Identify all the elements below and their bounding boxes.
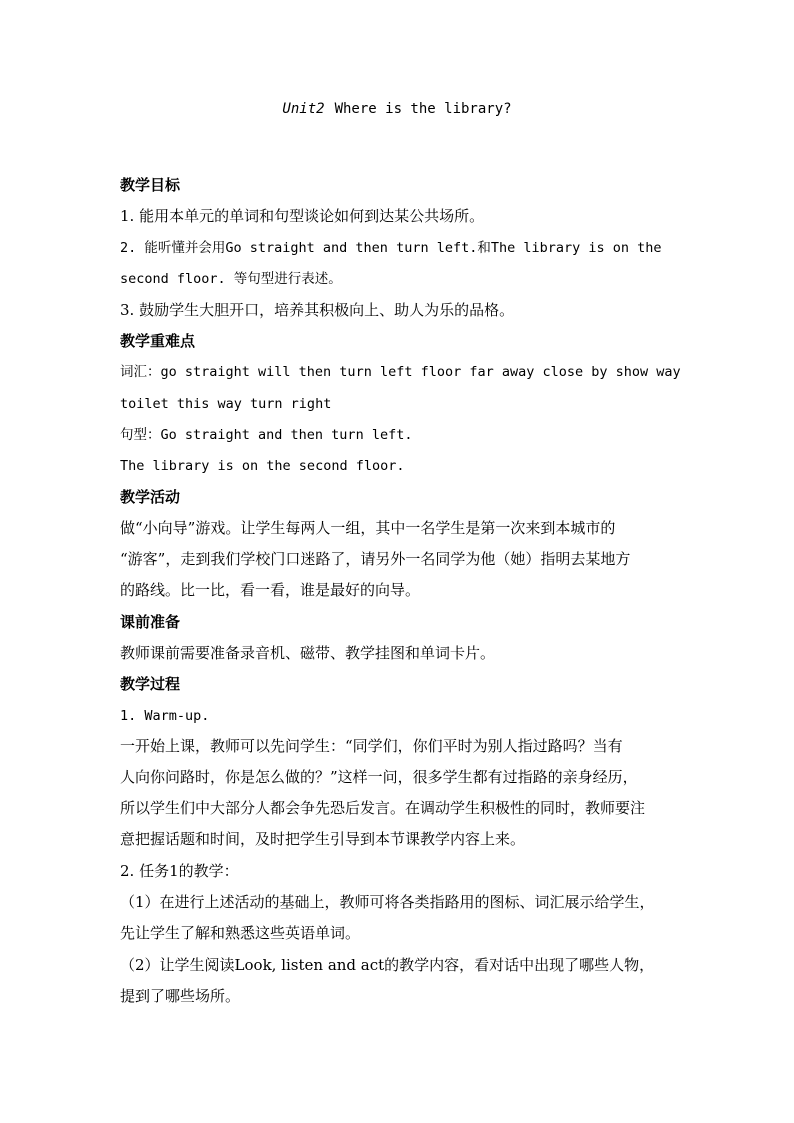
step-2-2-line-1: （2）让学生阅读Look, listen and act的教学内容，看对话中出现了哪些人物，: [120, 956, 655, 974]
process-heading: 教学过程: [120, 675, 181, 693]
activity-line-1: 做“小向导”游戏。让学生每两人一组，其中一名学生是第一次来到本城市的: [120, 519, 616, 537]
step-2-1-line-1: （1）在进行上述活动的基础上，教师可将各类指路用的图标、词汇展示给学生，: [120, 893, 655, 911]
keypoints-heading: 教学重难点: [120, 332, 196, 350]
title-text: Where is the library?: [334, 101, 512, 117]
step-1-line-1: 一开始上课，教师可以先问学生：“同学们，你们平时为别人指过路吗？当有: [120, 737, 623, 755]
goal-3: 3. 鼓励学生大胆开口，培养其积极向上、助人为乐的品格。: [120, 301, 515, 319]
activity-line-3: 的路线。比一比，看一看，谁是最好的向导。: [120, 581, 421, 599]
sentence-line-1: 句型：Go straight and then turn left.: [120, 427, 413, 443]
vocab-line-2: toilet this way turn right: [120, 396, 332, 412]
prep-heading: 课前准备: [120, 613, 181, 631]
goals-heading: 教学目标: [120, 176, 181, 194]
activity-heading: 教学活动: [120, 488, 181, 506]
title-unit: Unit2: [282, 101, 325, 117]
sentence-line-2: The library is on the second floor.: [120, 458, 405, 474]
goal-2-line-2: second floor. 等句型进行表述。: [120, 271, 342, 287]
document-title: [0, 101, 794, 117]
step-2-1-line-2: 先让学生了解和熟悉这些英语单词。: [120, 924, 361, 942]
prep-text: 教师课前需要准备录音机、磁带、教学挂图和单词卡片。: [120, 644, 496, 662]
vocab-line-1: 词汇：go straight will then turn left floor far away close by show way: [120, 364, 681, 380]
step-2-2-line-2: 提到了哪些场所。: [120, 987, 241, 1005]
step-1-line-4: 意把握话题和时间，及时把学生引导到本节课教学内容上来。: [120, 830, 526, 848]
step-1-line-3: 所以学生们中大部分人都会争先恐后发言。在调动学生积极性的同时，教师要注: [120, 799, 646, 817]
activity-line-2: “游客”，走到我们学校门口迷路了，请另外一名同学为他（她）指明去某地方: [120, 550, 631, 568]
goal-1: 1. 能用本单元的单词和句型谈论如何到达某公共场所。: [120, 207, 485, 225]
step-1-line-2: 人向你问路时，你是怎么做的？”这样一问，很多学生都有过指路的亲身经历，: [120, 768, 638, 786]
goal-2-line-1: 2. 能听懂并会用Go straight and then turn left.和The library is on the: [120, 240, 662, 256]
step-2-title: 2. 任务1的教学：: [120, 862, 239, 880]
step-1-title: 1. Warm-up.: [120, 708, 210, 724]
